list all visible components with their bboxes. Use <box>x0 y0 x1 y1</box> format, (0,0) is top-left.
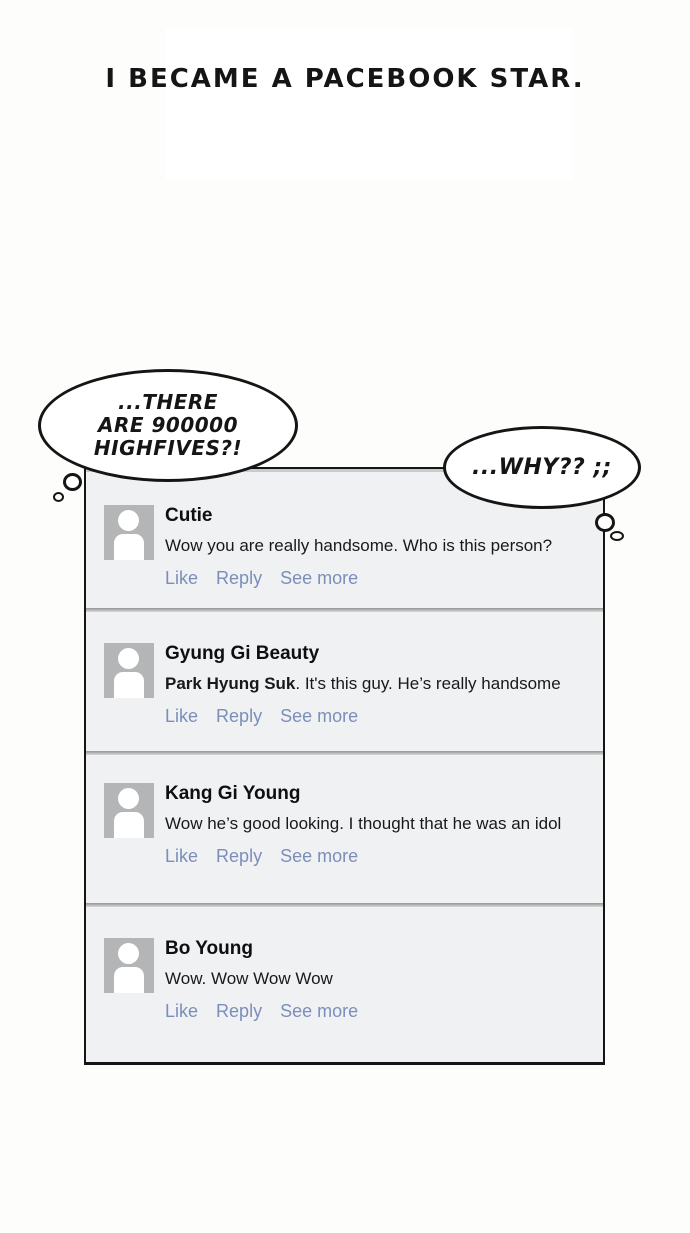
bubble-tail-icon <box>53 492 64 502</box>
comment-actions <box>165 845 561 867</box>
bubble-line: ARE 900000 <box>98 413 238 437</box>
title-background <box>165 28 572 180</box>
episode-title: I BECAME A PACEBOOK STAR. <box>105 64 585 94</box>
bubble-tail-icon <box>610 531 624 541</box>
reply-button[interactable]: Reply <box>216 568 263 588</box>
bubble-tail-icon <box>595 513 615 532</box>
bubble-line: ...THERE <box>118 390 218 414</box>
person-body-icon <box>114 812 144 838</box>
comment-text <box>165 535 552 557</box>
comment-author[interactable]: Kang Gi Young <box>165 783 301 804</box>
like-button[interactable]: Like <box>165 846 199 866</box>
person-body-icon <box>114 967 144 993</box>
person-head-icon <box>118 788 139 809</box>
comment-author[interactable]: Gyung Gi Beauty <box>165 643 320 664</box>
person-head-icon <box>118 510 139 531</box>
comment-item <box>86 612 603 751</box>
comment-text-body: . It's this guy. He’s really handsome <box>295 674 561 693</box>
reply-button[interactable]: Reply <box>216 706 263 726</box>
comment-text-body: Wow. Wow Wow Wow <box>165 969 333 988</box>
thought-bubble-left <box>38 369 298 482</box>
avatar[interactable] <box>104 783 154 838</box>
comment-content <box>165 783 561 903</box>
comment-actions <box>165 567 552 589</box>
comment-text <box>165 968 371 990</box>
reply-button[interactable]: Reply <box>216 846 263 866</box>
bubble-line: HIGHFIVES?! <box>93 436 243 460</box>
like-button[interactable]: Like <box>165 706 199 726</box>
avatar[interactable] <box>104 505 154 560</box>
person-body-icon <box>114 672 144 698</box>
person-head-icon <box>118 648 139 669</box>
comment-text-body: Wow he’s good looking. I thought that he was an idol <box>165 814 562 833</box>
see-more-button[interactable]: See more <box>280 1001 359 1021</box>
comment-text <box>165 813 561 835</box>
see-more-button[interactable]: See more <box>280 568 359 588</box>
person-head-icon <box>118 943 139 964</box>
thought-bubble-left-text <box>94 391 242 460</box>
like-button[interactable]: Like <box>165 568 199 588</box>
avatar[interactable] <box>104 643 154 698</box>
comment-actions <box>165 1000 371 1022</box>
bubble-tail-icon <box>63 473 82 491</box>
comment-text-body: Wow you are really handsome. Who is this person? <box>165 536 553 555</box>
mention-link[interactable]: Park Hyung Suk <box>165 674 296 693</box>
comment-item <box>86 907 603 1062</box>
person-body-icon <box>114 534 144 560</box>
comment-text <box>165 673 561 695</box>
comment-actions <box>165 705 561 727</box>
like-button[interactable]: Like <box>165 1001 199 1021</box>
comment-content <box>165 938 371 1062</box>
thought-bubble-right <box>443 426 641 509</box>
comment-author[interactable]: Cutie <box>165 505 213 526</box>
comment-content <box>165 505 552 608</box>
thought-bubble-right-text: ...WHY?? ;; <box>472 455 612 480</box>
pacebook-comments-panel <box>84 467 605 1065</box>
see-more-button[interactable]: See more <box>280 846 359 866</box>
avatar[interactable] <box>104 938 154 993</box>
comment-content <box>165 643 561 751</box>
see-more-button[interactable]: See more <box>280 706 359 726</box>
reply-button[interactable]: Reply <box>216 1001 263 1021</box>
comment-item <box>86 755 603 903</box>
comment-author[interactable]: Bo Young <box>165 938 253 959</box>
